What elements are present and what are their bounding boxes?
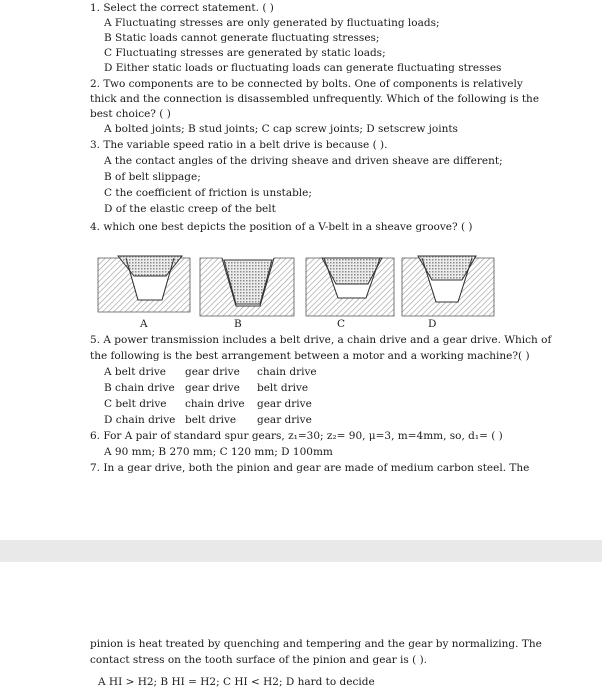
q1-option-c: C Fluctuating stresses are generated by static loads; bbox=[104, 47, 386, 59]
q5-option-c-col2: chain drive bbox=[185, 398, 245, 410]
sheave-diagram-b bbox=[200, 258, 294, 316]
q3-option-b: B of belt slippage; bbox=[104, 171, 201, 183]
q3-stem: 3. The variable speed ratio in a belt drive is because ( ). bbox=[90, 139, 388, 151]
q7-continued-line: contact stress on the tooth surface of the pinion and gear is ( ). bbox=[90, 654, 428, 666]
q5-stem-line: 5. A power transmission includes a belt drive, a chain drive and a gear drive. Which of bbox=[90, 334, 552, 346]
q5-option-b-col1: B chain drive bbox=[104, 382, 175, 394]
page-gap bbox=[0, 540, 602, 562]
q5-option-a-col1: A belt drive bbox=[104, 366, 167, 378]
q6-options: A 90 mm; B 270 mm; C 120 mm; D 100mm bbox=[104, 446, 333, 458]
q2-stem-line: thick and the connection is disassembled unfrequently. Which of the following is the bbox=[90, 93, 540, 105]
q1-option-d: D Either static loads or fluctuating loads can generate fluctuating stresses bbox=[104, 62, 502, 74]
q5-stem-line: the following is the best arrangement between a motor and a working machine?( ) bbox=[90, 350, 530, 362]
q3-option-d: D of the elastic creep of the belt bbox=[104, 203, 276, 215]
q1-option-b: B Static loads cannot generate fluctuating stresses; bbox=[104, 32, 380, 44]
q2-stem-line: 2. Two components are to be connected by bolts. One of components is relatively bbox=[90, 78, 523, 90]
sheave-diagram-c bbox=[306, 258, 394, 316]
q7-stem-line: 7. In a gear drive, both the pinion and gear are made of medium carbon steel. The bbox=[90, 462, 530, 474]
q4-label-c: C bbox=[337, 318, 346, 330]
q2-stem-line: best choice? ( ) bbox=[90, 108, 171, 120]
q1-option-a: A Fluctuating stresses are only generated by fluctuating loads; bbox=[104, 17, 440, 29]
q6-stem: 6. For A pair of standard spur gears, z₁=30; z₂= 90, μ=3, m=4mm, so, d₁= ( ) bbox=[90, 430, 503, 442]
q5-option-c-col3: gear drive bbox=[257, 398, 312, 410]
q5-option-b-col3: belt drive bbox=[257, 382, 309, 394]
q5-option-d-col2: belt drive bbox=[185, 414, 237, 426]
q4-label-d: D bbox=[428, 318, 437, 330]
q5-option-a-col3: chain drive bbox=[257, 366, 317, 378]
q4-label-b: B bbox=[234, 318, 242, 330]
q4-stem: 4. which one best depicts the position of a V-belt in a sheave groove? ( ) bbox=[90, 221, 473, 233]
q5-option-a-col2: gear drive bbox=[185, 366, 240, 378]
q5-option-c-col1: C belt drive bbox=[104, 398, 167, 410]
q3-option-a: A the contact angles of the driving sheave and driven sheave are different; bbox=[104, 155, 503, 167]
q5-option-b-col2: gear drive bbox=[185, 382, 240, 394]
q5-option-d-col3: gear drive bbox=[257, 414, 312, 426]
q2-options: A bolted joints; B stud joints; C cap screw joints; D setscrew joints bbox=[104, 123, 458, 135]
q7-continued-line: pinion is heat treated by quenching and tempering and the gear by normalizing. The bbox=[90, 638, 542, 650]
q1-stem: 1. Select the correct statement. ( ) bbox=[90, 2, 274, 14]
sheave-diagram-d bbox=[402, 256, 494, 316]
q3-option-c: C the coefficient of friction is unstable; bbox=[104, 187, 312, 199]
q4-label-a: A bbox=[140, 318, 148, 330]
page-bottom-sheet bbox=[0, 562, 602, 700]
sheave-diagram-a bbox=[98, 256, 190, 312]
q7-options: A HI > H2; B HI = H2; C HI < H2; D hard to decide bbox=[98, 676, 375, 688]
q5-option-d-col1: D chain drive bbox=[104, 414, 176, 426]
